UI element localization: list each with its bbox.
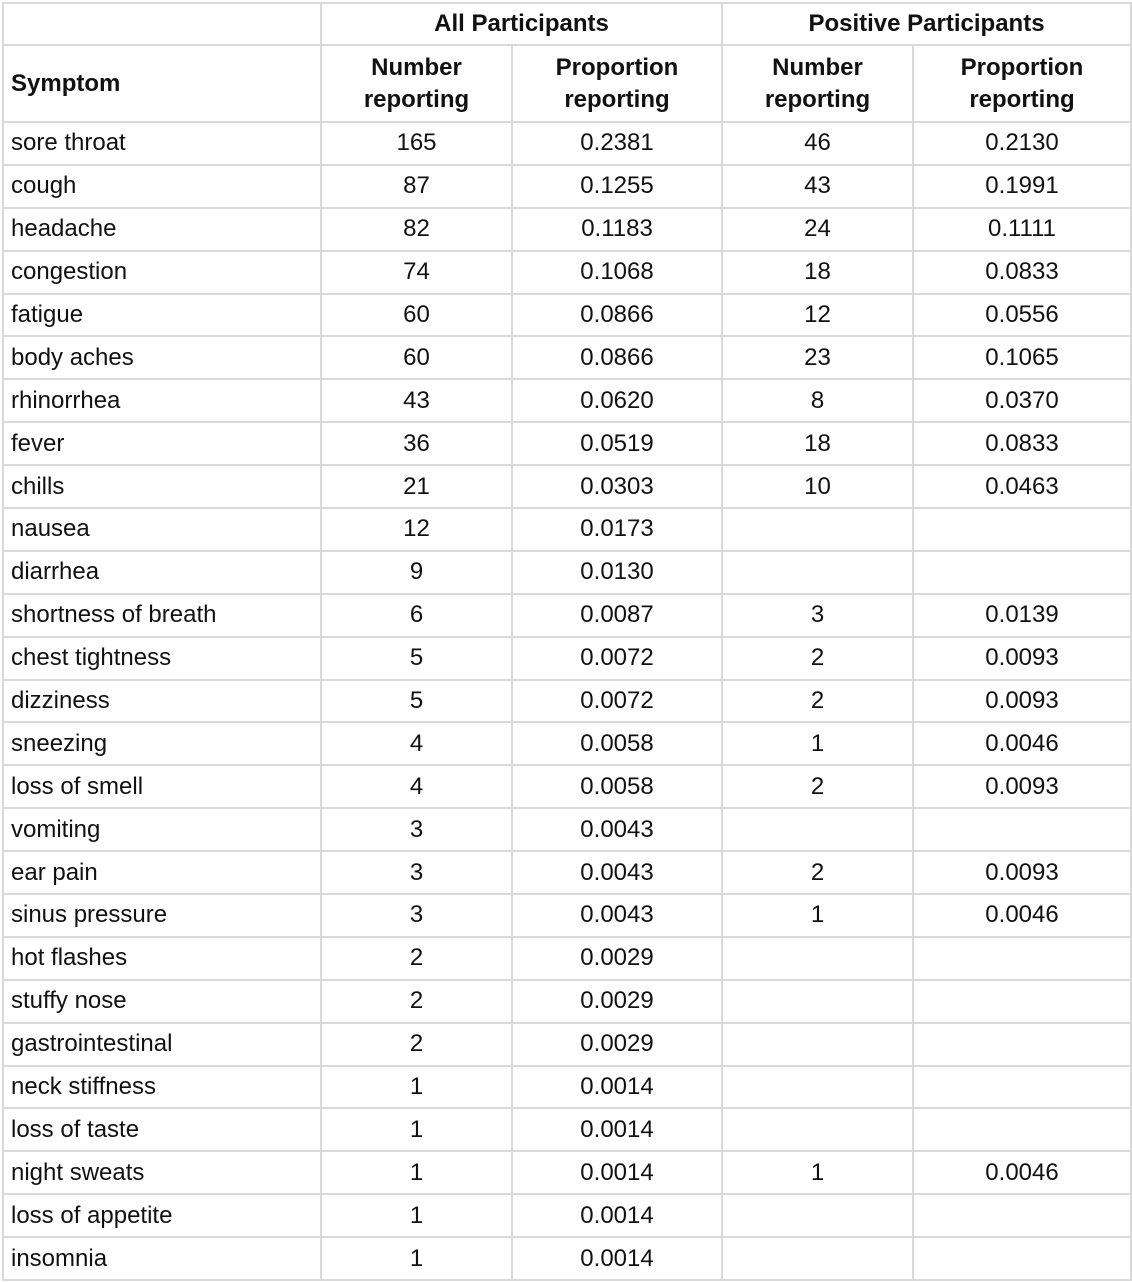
all-number-cell: 5: [321, 680, 512, 723]
positive-number-cell: 18: [722, 422, 913, 465]
symptom-cell: shortness of breath: [3, 594, 321, 637]
all-number-cell: 43: [321, 379, 512, 422]
symptom-cell: fatigue: [3, 294, 321, 337]
all-proportion-cell: 0.0303: [512, 465, 722, 508]
table-row: [3, 379, 1131, 422]
table-row: [3, 551, 1131, 594]
positive-number-cell: [722, 1066, 913, 1109]
symptom-cell: loss of smell: [3, 765, 321, 808]
all-proportion-cell: 0.0866: [512, 336, 722, 379]
symptom-cell: gastrointestinal: [3, 1023, 321, 1066]
all-number-cell: 2: [321, 980, 512, 1023]
symptom-cell: chills: [3, 465, 321, 508]
column-header-positive-number: Number reporting: [722, 45, 913, 122]
all-number-cell: 5: [321, 637, 512, 680]
all-proportion-cell: 0.0072: [512, 637, 722, 680]
positive-proportion-cell: [913, 1237, 1131, 1280]
positive-number-cell: 2: [722, 637, 913, 680]
symptom-cell: loss of taste: [3, 1108, 321, 1151]
column-header-all-number: Number reporting: [321, 45, 512, 122]
all-proportion-cell: 0.0014: [512, 1108, 722, 1151]
all-proportion-cell: 0.0173: [512, 508, 722, 551]
positive-proportion-cell: 0.0093: [913, 765, 1131, 808]
positive-proportion-cell: [913, 808, 1131, 851]
positive-proportion-cell: [913, 551, 1131, 594]
positive-proportion-cell: 0.0139: [913, 594, 1131, 637]
table-row: [3, 208, 1131, 251]
positive-number-cell: 24: [722, 208, 913, 251]
all-number-cell: 60: [321, 336, 512, 379]
symptom-cell: rhinorrhea: [3, 379, 321, 422]
all-proportion-cell: 0.0014: [512, 1066, 722, 1109]
all-proportion-cell: 0.1068: [512, 251, 722, 294]
all-proportion-cell: 0.0014: [512, 1151, 722, 1194]
positive-number-cell: [722, 937, 913, 980]
table-row: [3, 637, 1131, 680]
group-header-positive-participants: Positive Participants: [722, 3, 1131, 45]
table-row: [3, 165, 1131, 208]
all-proportion-cell: 0.0014: [512, 1194, 722, 1237]
symptom-cell: cough: [3, 165, 321, 208]
column-header-all-proportion: Proportion reporting: [512, 45, 722, 122]
positive-number-cell: 2: [722, 851, 913, 894]
all-number-cell: 3: [321, 808, 512, 851]
table-row: [3, 680, 1131, 723]
positive-proportion-cell: [913, 980, 1131, 1023]
positive-number-cell: 3: [722, 594, 913, 637]
all-number-cell: 4: [321, 722, 512, 765]
group-header-all-participants: All Participants: [321, 3, 722, 45]
positive-number-cell: 43: [722, 165, 913, 208]
table-row: [3, 765, 1131, 808]
all-number-cell: 4: [321, 765, 512, 808]
all-proportion-cell: 0.0029: [512, 980, 722, 1023]
positive-number-cell: 23: [722, 336, 913, 379]
table-row: [3, 1194, 1131, 1237]
positive-number-cell: [722, 551, 913, 594]
table-row: [3, 1066, 1131, 1109]
all-number-cell: 60: [321, 294, 512, 337]
positive-proportion-cell: 0.0046: [913, 1151, 1131, 1194]
column-header-symptom: Symptom: [3, 45, 321, 122]
positive-number-cell: 2: [722, 680, 913, 723]
all-number-cell: 165: [321, 122, 512, 165]
symptom-cell: sore throat: [3, 122, 321, 165]
all-proportion-cell: 0.0058: [512, 722, 722, 765]
table-row: [3, 894, 1131, 937]
symptom-cell: headache: [3, 208, 321, 251]
symptom-cell: insomnia: [3, 1237, 321, 1280]
symptom-cell: congestion: [3, 251, 321, 294]
positive-number-cell: [722, 1023, 913, 1066]
all-number-cell: 3: [321, 851, 512, 894]
all-number-cell: 1: [321, 1151, 512, 1194]
positive-proportion-cell: [913, 1194, 1131, 1237]
table-row: [3, 251, 1131, 294]
table-row: [3, 508, 1131, 551]
positive-proportion-cell: 0.0046: [913, 894, 1131, 937]
positive-number-cell: [722, 808, 913, 851]
symptom-cell: diarrhea: [3, 551, 321, 594]
positive-number-cell: [722, 1194, 913, 1237]
table-row: [3, 1237, 1131, 1280]
table-row: [3, 594, 1131, 637]
all-proportion-cell: 0.0620: [512, 379, 722, 422]
all-proportion-cell: 0.1255: [512, 165, 722, 208]
table-row: [3, 808, 1131, 851]
table-row: [3, 722, 1131, 765]
positive-proportion-cell: [913, 1108, 1131, 1151]
all-proportion-cell: 0.0029: [512, 937, 722, 980]
positive-proportion-cell: [913, 508, 1131, 551]
positive-proportion-cell: 0.2130: [913, 122, 1131, 165]
table-row: [3, 1151, 1131, 1194]
positive-proportion-cell: 0.0093: [913, 680, 1131, 723]
all-proportion-cell: 0.1183: [512, 208, 722, 251]
all-proportion-cell: 0.0043: [512, 894, 722, 937]
positive-proportion-cell: 0.1991: [913, 165, 1131, 208]
positive-number-cell: 1: [722, 894, 913, 937]
group-header-row: [3, 3, 1131, 45]
positive-proportion-cell: 0.0093: [913, 851, 1131, 894]
positive-number-cell: 1: [722, 1151, 913, 1194]
symptom-cell: ear pain: [3, 851, 321, 894]
symptom-cell: body aches: [3, 336, 321, 379]
positive-number-cell: 12: [722, 294, 913, 337]
all-number-cell: 82: [321, 208, 512, 251]
table-row: [3, 294, 1131, 337]
table-row: [3, 122, 1131, 165]
positive-proportion-cell: [913, 1023, 1131, 1066]
all-number-cell: 74: [321, 251, 512, 294]
all-number-cell: 87: [321, 165, 512, 208]
all-number-cell: 3: [321, 894, 512, 937]
positive-proportion-cell: [913, 937, 1131, 980]
all-proportion-cell: 0.0072: [512, 680, 722, 723]
all-number-cell: 2: [321, 937, 512, 980]
positive-proportion-cell: 0.0093: [913, 637, 1131, 680]
positive-proportion-cell: 0.0370: [913, 379, 1131, 422]
all-proportion-cell: 0.0043: [512, 808, 722, 851]
all-proportion-cell: 0.0087: [512, 594, 722, 637]
positive-proportion-cell: 0.0463: [913, 465, 1131, 508]
positive-proportion-cell: 0.0833: [913, 251, 1131, 294]
table-row: [3, 1023, 1131, 1066]
all-number-cell: 12: [321, 508, 512, 551]
symptom-cell: chest tightness: [3, 637, 321, 680]
symptom-cell: loss of appetite: [3, 1194, 321, 1237]
positive-number-cell: [722, 1237, 913, 1280]
all-number-cell: 6: [321, 594, 512, 637]
positive-number-cell: 8: [722, 379, 913, 422]
table-row: [3, 422, 1131, 465]
table-body: [3, 122, 1131, 1280]
positive-proportion-cell: 0.0833: [913, 422, 1131, 465]
symptom-cell: dizziness: [3, 680, 321, 723]
symptom-cell: neck stiffness: [3, 1066, 321, 1109]
all-number-cell: 1: [321, 1108, 512, 1151]
symptom-cell: hot flashes: [3, 937, 321, 980]
all-proportion-cell: 0.0130: [512, 551, 722, 594]
all-number-cell: 9: [321, 551, 512, 594]
all-proportion-cell: 0.0866: [512, 294, 722, 337]
symptom-cell: vomiting: [3, 808, 321, 851]
positive-proportion-cell: 0.0046: [913, 722, 1131, 765]
column-header-row: [3, 45, 1131, 122]
all-number-cell: 2: [321, 1023, 512, 1066]
positive-number-cell: 2: [722, 765, 913, 808]
all-number-cell: 21: [321, 465, 512, 508]
column-header-positive-proportion: Proportion reporting: [913, 45, 1131, 122]
symptom-cell: sinus pressure: [3, 894, 321, 937]
group-header-empty: [3, 3, 321, 45]
all-proportion-cell: 0.2381: [512, 122, 722, 165]
all-proportion-cell: 0.0029: [512, 1023, 722, 1066]
symptom-cell: stuffy nose: [3, 980, 321, 1023]
symptom-table: [2, 2, 1132, 1281]
all-proportion-cell: 0.0058: [512, 765, 722, 808]
positive-number-cell: 10: [722, 465, 913, 508]
table-row: [3, 465, 1131, 508]
positive-number-cell: [722, 980, 913, 1023]
all-proportion-cell: 0.0014: [512, 1237, 722, 1280]
table-row: [3, 336, 1131, 379]
all-number-cell: 1: [321, 1237, 512, 1280]
positive-proportion-cell: 0.1111: [913, 208, 1131, 251]
symptom-cell: night sweats: [3, 1151, 321, 1194]
positive-proportion-cell: 0.1065: [913, 336, 1131, 379]
table-row: [3, 980, 1131, 1023]
table-row: [3, 1108, 1131, 1151]
positive-number-cell: 18: [722, 251, 913, 294]
all-proportion-cell: 0.0043: [512, 851, 722, 894]
all-number-cell: 1: [321, 1194, 512, 1237]
positive-number-cell: [722, 1108, 913, 1151]
positive-proportion-cell: [913, 1066, 1131, 1109]
table-row: [3, 851, 1131, 894]
all-number-cell: 1: [321, 1066, 512, 1109]
symptom-cell: sneezing: [3, 722, 321, 765]
symptom-cell: fever: [3, 422, 321, 465]
positive-proportion-cell: 0.0556: [913, 294, 1131, 337]
positive-number-cell: 1: [722, 722, 913, 765]
all-proportion-cell: 0.0519: [512, 422, 722, 465]
symptom-cell: nausea: [3, 508, 321, 551]
table-row: [3, 937, 1131, 980]
positive-number-cell: [722, 508, 913, 551]
positive-number-cell: 46: [722, 122, 913, 165]
all-number-cell: 36: [321, 422, 512, 465]
